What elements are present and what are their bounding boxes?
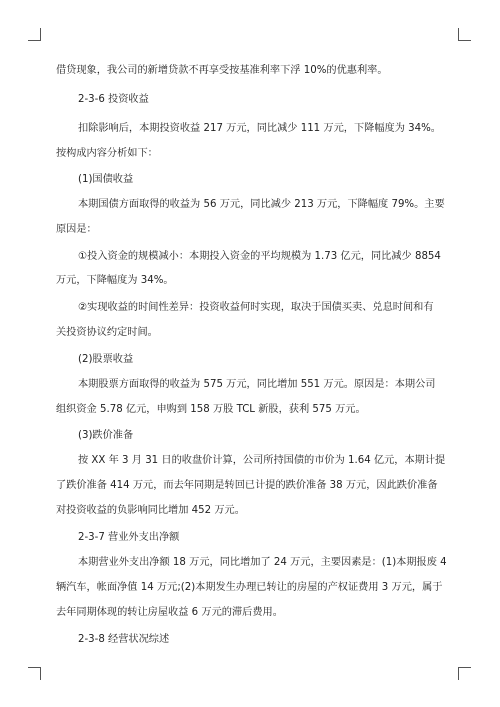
text-line: 去年同期体现的转让房屋收益 6 万元的滞后费用。 [56, 607, 283, 618]
crop-mark-bottom-left [28, 667, 41, 680]
subsection-heading: (2)股票收益 [78, 354, 134, 365]
text-line: 辆汽车，帐面净值 14 万元;(2)本期发生办理已转让的房屋的产权证费用 3 万元，属于 [56, 582, 443, 593]
text-line: 本期股票方面取得的收益为 575 万元，同比增加 551 万元。原因是：本期公司 [78, 379, 436, 390]
text-line: 本期营业外支出净额 18 万元，同比增加了 24 万元，主要因素是：(1)本期报废 4 [78, 557, 447, 568]
text-line: 关投资协议约定时间。 [56, 327, 158, 338]
subsection-heading: (1)国债收益 [78, 174, 134, 185]
text-line: ②实现收益的时间性差异：投资收益何时实现，取决于国债买卖、兑息时间和有 [78, 302, 434, 313]
section-heading: 2-3-8 经营状况综述 [78, 634, 170, 645]
text-line: 组织资金 5.78 亿元，申购到 158 万股 TCL 新股，获利 575 万元。 [56, 404, 366, 415]
text-line: 万元，下降幅度为 34%。 [56, 275, 174, 286]
text-line: ①投入资金的规模减小：本期投入资金的平均规模为 1.73 亿元，同比减少 8854 [78, 251, 441, 262]
text-line: 了跌价准备 414 万元，而去年同期是转回已计提的跌价准备 38 万元，因此跌价准备 [56, 480, 438, 491]
text-line: 扣除影响后，本期投资收益 217 万元，同比减少 111 万元，下降幅度为 34%。 [78, 123, 441, 134]
crop-mark-top-right [458, 28, 471, 41]
subsection-heading: (3)跌价准备 [78, 430, 134, 441]
text-line: 对投资收益的负影响同比增加 452 万元。 [56, 505, 245, 516]
section-heading: 2-3-7 营业外支出净额 [78, 532, 180, 543]
text-line: 按构成内容分析如下： [56, 148, 158, 159]
text-line: 按 XX 年 3 月 31 日的收盘价计算，公司所持国债的市价为 1.64 亿元，本期计提 [78, 455, 446, 466]
crop-mark-top-left [28, 28, 41, 41]
crop-mark-bottom-right [458, 667, 471, 680]
section-heading: 2-3-6 投资收益 [78, 94, 149, 105]
text-line: 借贷现象，我公司的新增贷款不再享受按基准利率下浮 10%的优惠利率。 [56, 65, 388, 76]
text-line: 本期国债方面取得的收益为 56 万元，同比减少 213 万元，下降幅度 79%。主要 [78, 199, 445, 210]
text-line: 原因是： [56, 224, 97, 235]
